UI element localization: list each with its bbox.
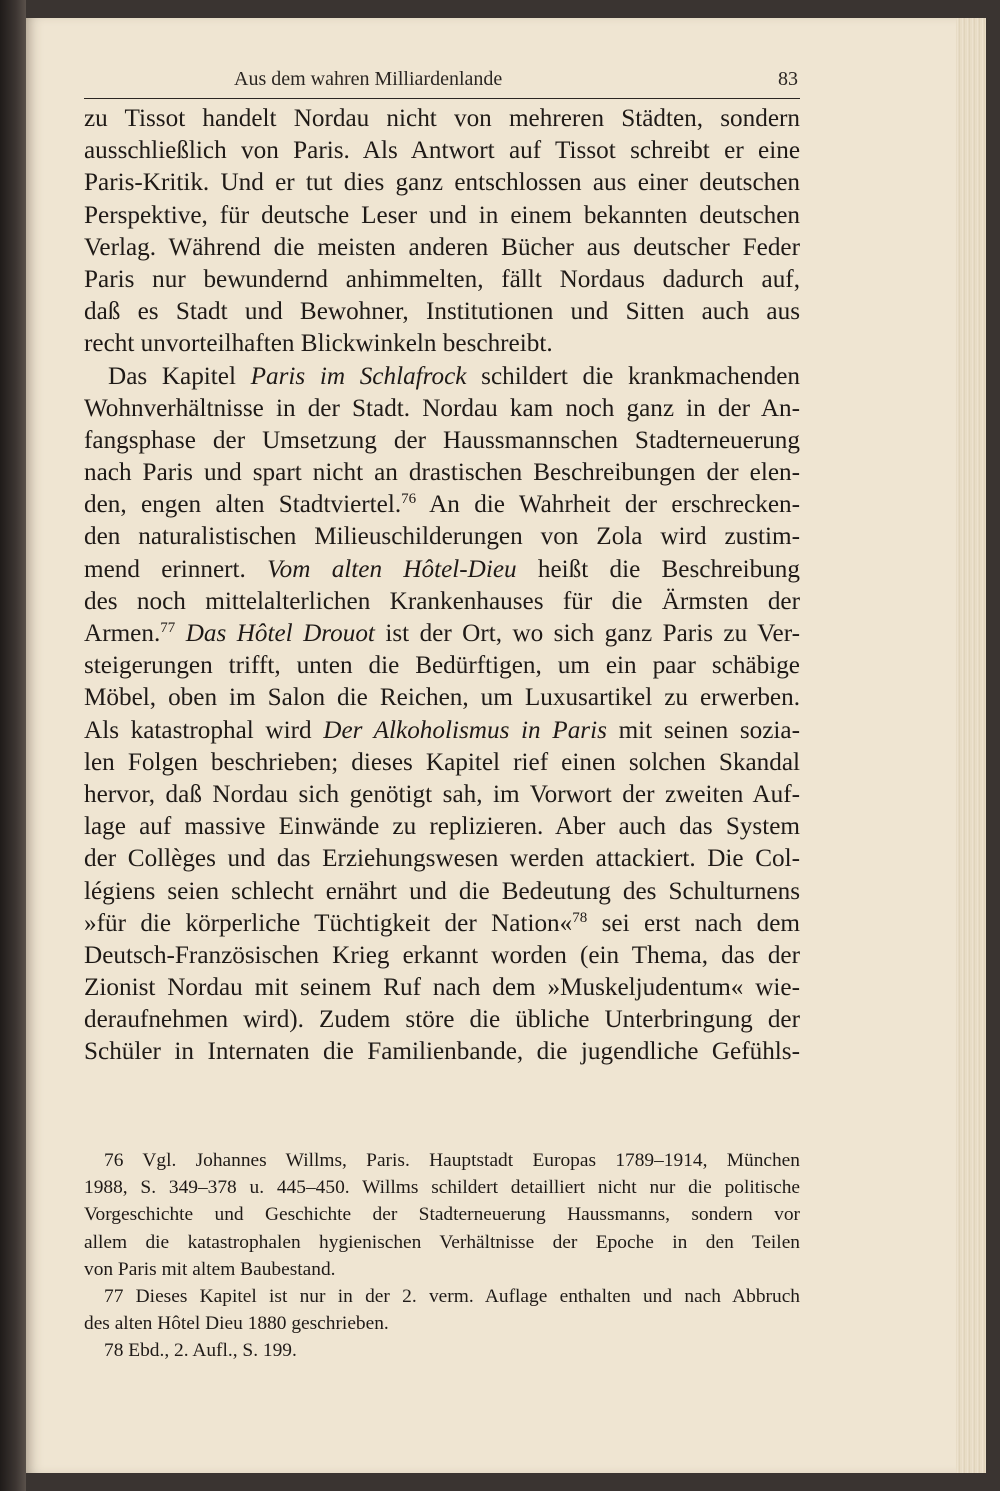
text-run: deraufnehmen wird). Zudem störe die übliche Unterbringung der [84,1006,800,1034]
body-line [84,618,800,650]
page-edge-stack [956,18,986,1473]
body-line [84,586,800,618]
text-run: légiens seien schlecht ernährt und die Bedeutung des Schulturnens [84,877,800,905]
text-run: den, engen alten Stadtviertel. [84,491,402,519]
body-line [84,521,800,553]
text-run: Das Kapitel [108,362,251,390]
body-line [84,135,800,167]
text-run: Perspektive, für deutsche Leser und in einem bekannten deutschen [84,201,800,229]
text-run: sei erst nach dem [587,909,800,937]
body-line [84,200,800,232]
body-line [84,650,800,682]
text-run: des noch mittelalterlichen Krankenhauses für die Ärmsten der [84,587,800,615]
text-run: ausschließlich von Paris. Als Antwort auf Tissot schreibt er eine [84,137,800,165]
body-line [84,328,800,360]
italic-title: Der Alkoholismus in Paris [323,716,607,744]
text-run: Schüler in Internaten die Familienbande, die jugendliche Gefühls- [84,1038,800,1066]
text-run: der Collèges und das Erziehungswesen werden attackiert. Die Col- [84,845,800,873]
body-line [84,876,800,908]
body-line [84,1004,800,1036]
running-header [84,66,800,99]
footnote-line: des alten Hôtel Dieu 1880 geschrieben. [84,1313,389,1335]
text-run: Paris-Kritik. Und er tut dies ganz entschlossen aus einer deutschen [84,169,800,197]
running-title: Aus dem wahren Milliardenlande [234,68,503,90]
italic-title: Das Hôtel Drouot [185,620,375,647]
text-run: den naturalistischen Milieuschilderungen von Zola wird zustim- [84,523,800,551]
text-run: heißt die Beschreibung [516,555,800,583]
footnote-line: allem die katastrophalen hygienischen Verhältnisse der Epoche in den Teilen [84,1231,800,1253]
body-line [84,167,800,199]
body-line [84,908,800,940]
body-line [84,361,800,393]
text-run: »für die körperliche Tüchtigkeit der Nation« [84,909,573,937]
body-text [84,103,800,1069]
text-run: hervor, daß Nordau sich genötigt sah, im Vorwort der zweiten Auf- [84,780,800,808]
body-line [84,747,800,779]
body-line [84,232,800,264]
body-line [84,940,800,972]
body-line [84,972,800,1004]
footnote-ref: 76 [401,491,417,508]
body-line [84,811,800,843]
book-spine-shadow [0,0,26,1491]
footnote-line: Vorgeschichte und Geschichte der Stadterneuerung Haussmanns, sondern vor [84,1204,800,1226]
footnote-line: 76 Vgl. Johannes Willms, Paris. Hauptstadt Europas 1789–1914, München [104,1150,800,1171]
text-run: daß es Stadt und Bewohner, Institutionen und Sitten auch aus [84,298,800,326]
text-run: Als katastrophal wird [84,716,324,744]
footnote-line: 78 Ebd., 2. Aufl., S. 199. [104,1340,297,1362]
text-run: Wohnverhältnisse in der Stadt. Nordau kam noch ganz in der An- [84,394,800,422]
body-line [84,457,800,489]
text-run: Möbel, oben im Salon die Reichen, um Luxusartikel zu erwerben. [84,684,800,712]
text-run [175,620,185,647]
footnote-line: von Paris mit altem Baubestand. [84,1258,336,1280]
body-line [84,103,800,135]
text-run: Paris nur bewundernd anhimmelten, fällt Nordaus dadurch auf, [84,265,800,293]
body-line [84,682,800,714]
text-run: len Folgen beschrieben; dieses Kapitel rief einen solchen Skandal [84,748,800,776]
text-run: zu Tissot handelt Nordau nicht von mehreren Städten, sondern [84,105,800,132]
body-line [84,489,800,521]
footnotes [84,1147,800,1365]
footnote-ref: 78 [572,909,588,926]
text-run: mit seinen sozia- [606,716,800,744]
text-run: mend erinnert. [84,555,268,583]
text-run: Verlag. Während die meisten anderen Bücher aus deutscher Feder [84,233,800,261]
body-line [84,715,800,747]
text-run: recht unvorteilhaften Blickwinkeln beschreibt. [84,330,553,358]
text-run: An die Wahrheit der erschrecken- [416,491,800,519]
italic-title: Vom alten Hôtel-Dieu [267,555,517,583]
body-line [84,425,800,457]
body-line [84,1036,800,1068]
footnote-line: 77 Dieses Kapitel ist nur in der 2. verm. Auflage enthalten und nach Abbruch [104,1285,800,1307]
footnote-ref: 77 [160,620,176,636]
text-run: Armen. [84,620,161,647]
text-run: fangsphase der Umsetzung der Haussmannschen Stadterneuerung [84,426,800,454]
body-line [84,554,800,586]
text-run: Deutsch-Französischen Krieg erkannt worden (ein Thema, das der [84,941,800,969]
italic-title: Paris im Schlafrock [250,362,467,390]
text-run: schildert die krankmachenden [466,362,800,390]
body-line [84,393,800,425]
body-line [84,843,800,875]
text-run: ist der Ort, wo sich ganz Paris zu Ver- [374,620,801,647]
body-line [84,779,800,811]
body-line [84,264,800,296]
text-run: nach Paris und spart nicht an drastischen Beschreibungen der elen- [84,459,800,487]
text-run: lage auf massive Einwände zu replizieren. Aber auch das System [84,813,800,841]
text-run: steigerungen trifft, unten die Bedürftigen, um ein paar schäbige [84,652,800,680]
body-line [84,296,800,328]
text-run: Zionist Nordau mit seinem Ruf nach dem »Muskeljudentum« wie- [84,974,800,1002]
page-number: 83 [778,68,798,90]
footnote-line: 1988, S. 349–378 u. 445–450. Willms schildert detailliert nicht nur die politische [84,1177,800,1199]
